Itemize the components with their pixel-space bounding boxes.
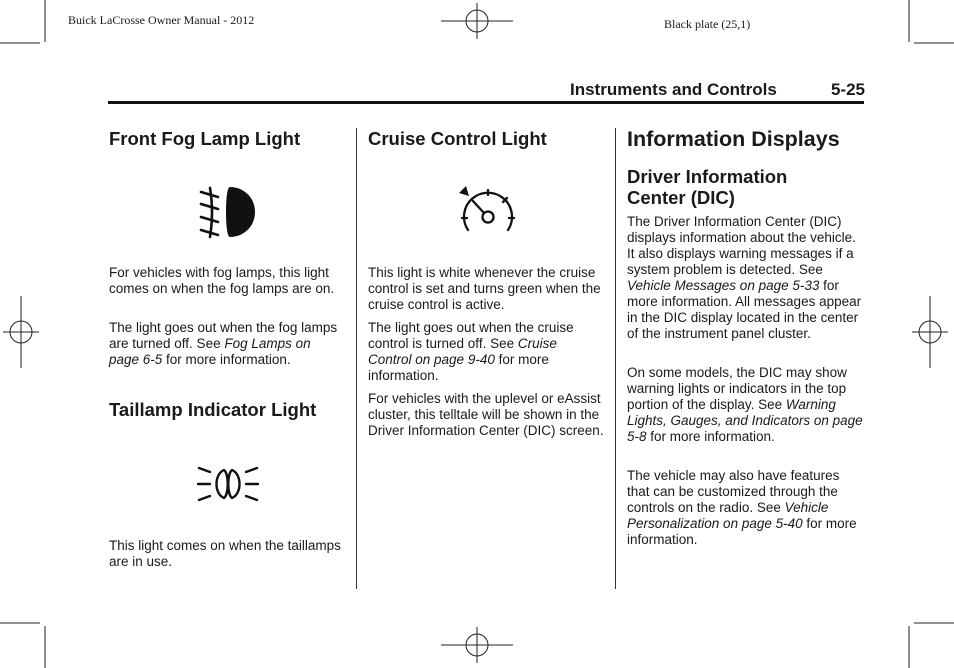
- vehicle-messages-reference: Vehicle Messages on page 5-33: [627, 278, 820, 293]
- cruise-paragraph-2: The light goes out when the cruise control is turned off. See Cruise Control on page 9-40 for more information.: [368, 320, 574, 383]
- fog-lamp-heading: Front Fog Lamp Light: [109, 128, 301, 149]
- plate-number: Black plate (25,1): [664, 17, 751, 31]
- column-divider: [615, 128, 616, 589]
- dic-heading: Driver Information Center (DIC): [627, 166, 788, 208]
- vehicle-personalization-reference: Vehicle Personalization on page 5-40: [627, 500, 829, 531]
- taillamp-heading: Taillamp Indicator Light: [109, 399, 317, 420]
- fog-paragraph-2: The light goes out when the fog lamps are turned off. See Fog Lamps on page 6-5 for more information.: [109, 320, 338, 367]
- column-divider: [356, 128, 357, 589]
- cruise-paragraph-3: For vehicles with the uplevel or eAssist cluster, this telltale will be shown in the Driver Information Center (DIC) screen.: [368, 391, 604, 438]
- cruise-control-icon: [456, 184, 520, 240]
- fog-lamps-reference: Fog Lamps on page 6-5: [109, 336, 311, 367]
- warning-lights-reference: Warning Lights, Gauges, and Indicators on page 5-8: [627, 397, 863, 444]
- front-fog-lamp-icon: [196, 184, 258, 240]
- fog-paragraph-1: For vehicles with fog lamps, this light comes on when the fog lamps are on.: [109, 265, 335, 296]
- cruise-paragraph-1: This light is white whenever the cruise control is set and turns green when the cruise control is active.: [368, 265, 601, 312]
- section-heading: Information Displays: [627, 127, 840, 151]
- header-rule: [108, 101, 864, 104]
- taillamp-paragraph: This light comes on when the taillamps are in use.: [109, 538, 341, 569]
- plate-title: Buick LaCrosse Owner Manual - 2012: [68, 13, 255, 27]
- taillamp-indicator-icon: [196, 464, 260, 504]
- dic-paragraph-2: On some models, the DIC may show warning lights or indicators in the top portion of the display. See Warning Lights, Gauges, and Indicators on page 5-8 for more information.: [627, 365, 863, 444]
- cruise-control-reference: Cruise Control on page 9-40: [368, 336, 557, 367]
- dic-paragraph-3: The vehicle may also have features that can be customized through the controls on the radio. See Vehicle Personalization on page 5-40 for more information.: [627, 468, 857, 547]
- cruise-heading: Cruise Control Light: [368, 128, 547, 149]
- section-title: Instruments and Controls: [570, 80, 777, 99]
- page-number: 5-25: [830, 80, 865, 99]
- dic-paragraph-1: The Driver Information Center (DIC) displays information about the vehicle. It also displays warning messages if a system problem is detected. See Vehicle Messages on page 5-33 for more information. All messages appear in the DIC display located in the center of the instrument panel cluster.: [627, 214, 862, 341]
